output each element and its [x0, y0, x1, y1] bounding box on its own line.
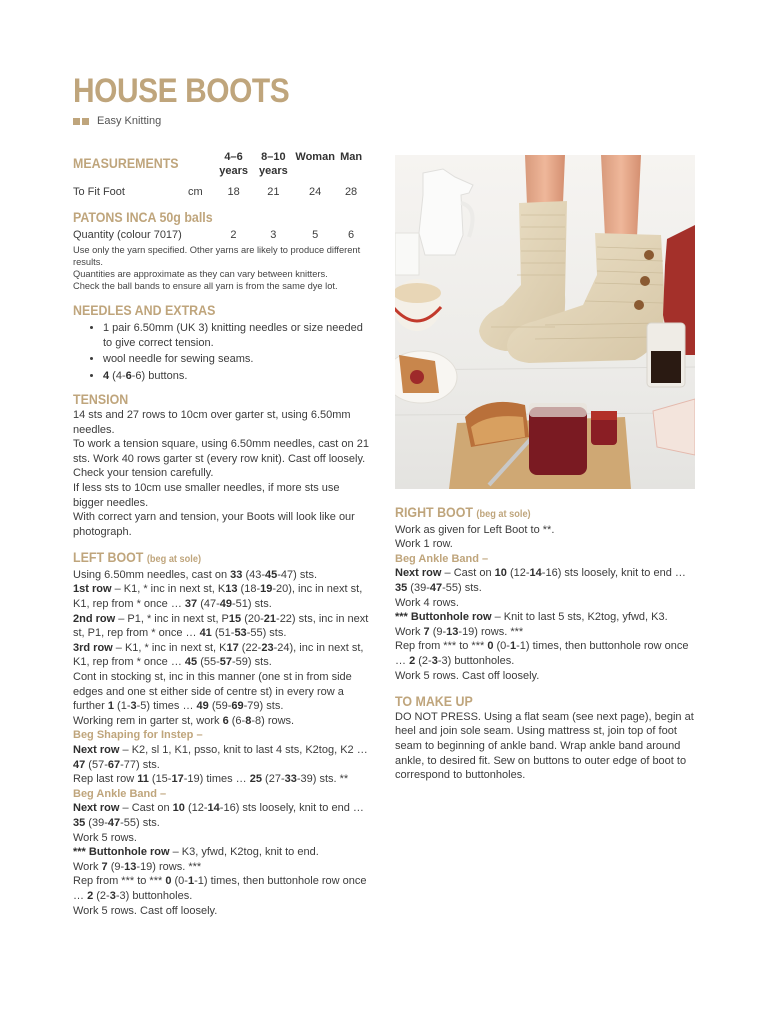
- instruction-line: Work 7 (9-13-19) rows. ***: [395, 625, 524, 638]
- right-boot-heading: RIGHT BOOT (beg at sole): [395, 505, 531, 520]
- measurements-table: [73, 150, 366, 200]
- left-boot-heading: LEFT BOOT (beg at sole): [73, 550, 202, 566]
- yarn-note: Quantities are approximate as they can vary between knitters.: [73, 268, 328, 279]
- instruction-line: Next row – Cast on 10 (12-14-16) sts loosely, knit to end … 35 (39-47-55) sts.: [395, 567, 686, 594]
- tension-heading: TENSION: [73, 392, 129, 408]
- instruction-line: Work 1 row.: [395, 538, 453, 551]
- needles-heading: NEEDLES AND EXTRAS: [73, 303, 216, 319]
- size-header: 8–10 years: [258, 151, 288, 177]
- list-item: • 4 (4-6-6) buttons.: [103, 369, 373, 384]
- left-boot-section: [73, 551, 373, 918]
- quantity-value: 5: [312, 228, 319, 241]
- instruction-line: 3rd row – K1, * inc in next st, K17 (22-23-24), inc in next st, K1, rep from * once … 45 (55-57-59) sts.: [73, 641, 364, 669]
- list-item: • 1 pair 6.50mm (UK 3) knitting needles or size needed to give correct tension.: [103, 321, 373, 350]
- quantity-value: 2: [230, 228, 237, 241]
- quantity-label: Quantity (colour 7017): [73, 228, 182, 241]
- instruction-line: Rep from *** to *** 0 (0-1-1) times, then buttonhole row once … 2 (2-3-3) buttonholes.: [395, 640, 689, 667]
- instruction-line: Cont in stocking st, inc in this manner (one st in from side edges and one st either side of centre st) in every row a further 1 (1-3-5) times … 49 (59-69-79) sts.: [73, 671, 352, 713]
- yarn-heading: PATONS INCA 50g balls: [73, 210, 213, 225]
- tension-text: 14 sts and 27 rows to 10cm over garter st, using 6.50mm needles.: [73, 408, 351, 436]
- instruction-line: Work 4 rows.: [395, 596, 459, 609]
- instruction-line: 2nd row – P1, * inc in next st, P15 (20-21-22) sts, inc in next st, P1, rep from * once … 41 (51-53-55) sts.: [73, 612, 369, 640]
- instruction-line: *** Buttonhole row – Knit to last 5 sts, K2tog, yfwd, K3.: [395, 611, 668, 624]
- measurement-value: 21: [267, 186, 280, 199]
- instruction-line: Work 5 rows. Cast off loosely.: [73, 904, 218, 917]
- tension-text: If less sts to 10cm use smaller needles, if more sts use bigger needles.: [73, 481, 340, 509]
- tension-text: Check your tension carefully.: [73, 467, 214, 480]
- instruction-line: Rep last row 11 (15-17-19) times … 25 (27-33-39) sts. **: [73, 773, 349, 786]
- instruction-line: Work 7 (9-13-19) rows. ***: [73, 860, 202, 873]
- make-up-heading: TO MAKE UP: [395, 694, 473, 710]
- size-header: Woman: [295, 151, 335, 163]
- unit-label: cm: [187, 186, 203, 199]
- page-title: HOUSE BOOTS: [73, 72, 290, 110]
- right-column: [395, 506, 695, 783]
- house-boots-photo: [395, 155, 695, 489]
- instruction-line: 1st row – K1, * inc in next st, K13 (18-19-20), inc in next st, K1, rep from * once … 37 (47-49-51) sts.: [73, 583, 363, 611]
- instruction-line: Using 6.50mm needles, cast on 33 (43-45-47) sts.: [73, 568, 317, 581]
- difficulty-square-icon: [82, 118, 89, 125]
- difficulty-label: Easy Knitting: [97, 115, 162, 127]
- instruction-line: Work 5 rows. Cast off loosely.: [395, 669, 540, 682]
- instep-subheading: Beg Shaping for Instep –: [73, 729, 203, 742]
- to-fit-foot-label: To Fit Foot: [73, 186, 125, 199]
- tension-section: [73, 393, 373, 539]
- yarn-note: Use only the yarn specified. Other yarns are likely to produce different results.: [73, 245, 361, 267]
- ankle-band-subheading: Beg Ankle Band –: [73, 787, 167, 800]
- instruction-line: Working rem in garter st, work 6 (6-8-8) rows.: [73, 714, 295, 727]
- measurements-heading: MEASUREMENTS: [73, 155, 179, 171]
- ankle-band-subheading: Beg Ankle Band –: [395, 552, 489, 565]
- needles-section: [73, 304, 373, 383]
- instruction-line: Work as given for Left Boot to **.: [395, 523, 555, 536]
- tension-text: With correct yarn and tension, your Boots will look like our photograph.: [73, 511, 355, 538]
- instruction-line: Next row – K2, sl 1, K1, psso, knit to last 4 sts, K2tog, K2 … 47 (57-67-77) sts.: [73, 744, 368, 771]
- size-header: Man: [340, 151, 363, 163]
- measurement-value: 24: [309, 186, 322, 199]
- tension-text: To work a tension square, using 6.50mm needles, cast on 21 sts. Work 40 rows garter st (every row knit). Cast off loosely.: [73, 438, 369, 465]
- measurement-value: 28: [344, 186, 358, 199]
- instruction-line: Rep from *** to *** 0 (0-1-1) times, then buttonhole row once … 2 (2-3-3) buttonholes.: [73, 875, 367, 902]
- quantity-value: 3: [270, 228, 277, 241]
- yarn-note: Check the ball bands to ensure all yarn is from the same dye lot.: [73, 280, 338, 291]
- instruction-line: *** Buttonhole row – K3, yfwd, K2tog, knit to end.: [73, 846, 319, 859]
- make-up-section: [395, 695, 695, 783]
- left-column: [73, 150, 373, 918]
- instruction-line: Next row – Cast on 10 (12-14-16) sts loosely, knit to end … 35 (39-47-55) sts.: [73, 802, 364, 829]
- measurement-value: 18: [227, 186, 240, 199]
- difficulty-level: [73, 115, 161, 127]
- quantity-value: 6: [347, 228, 355, 241]
- list-item: • wool needle for sewing seams.: [103, 352, 373, 367]
- size-header: 4–6 years: [219, 151, 248, 177]
- yarn-section: [73, 211, 373, 292]
- difficulty-square-icon: [73, 118, 80, 125]
- needles-list: [73, 321, 373, 383]
- make-up-text: DO NOT PRESS. Using a flat seam (see next page), begin at heel and join sole seam. Using mattress st, join top of foot seam to beginning of ankle band. Wrap ankle band around ankle, to desired fit. Sew on buttons to outer edge of boot to correspond to buttonholes.: [395, 710, 694, 782]
- instruction-line: Work 5 rows.: [73, 831, 137, 844]
